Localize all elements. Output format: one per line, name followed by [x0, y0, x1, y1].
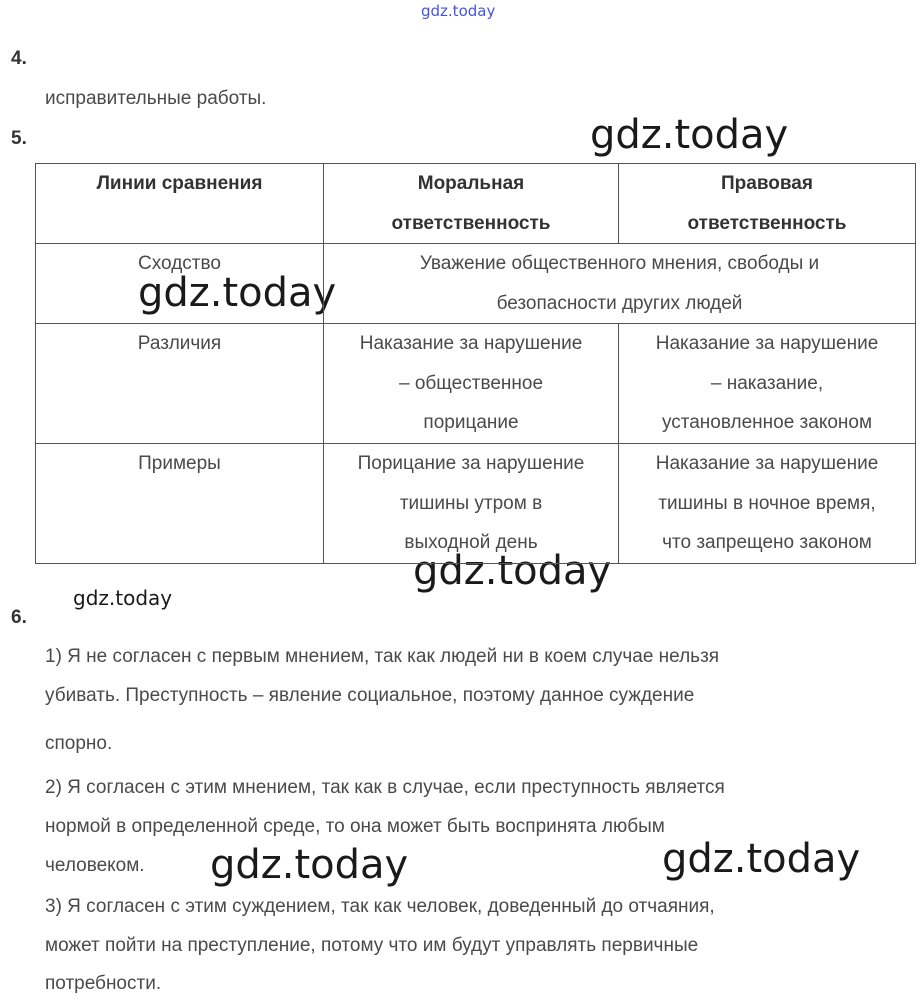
task-6-line: 3) Я согласен с этим суждением, так как человек, доведенный до отчаяния, — [45, 896, 715, 917]
task-6-line: спорно. — [45, 733, 113, 754]
cell-examples-label: Примеры — [36, 444, 324, 564]
header-legal-responsibility: Правовая ответственность — [619, 164, 916, 244]
watermark-small-left: gdz.today — [73, 586, 173, 610]
table-row-similarity — [36, 244, 916, 324]
cell-differences-moral: Наказание за нарушение – общественное порицание — [324, 324, 619, 444]
table-header-row — [36, 164, 916, 244]
cell-examples-moral: Порицание за нарушение тишины утром в выходной день — [324, 444, 619, 564]
task-6-number: 6. — [11, 607, 27, 628]
table-row-examples — [36, 444, 916, 564]
comparison-table — [35, 163, 916, 564]
task-6-line: 2) Я согласен с этим мнением, так как в случае, если преступность является — [45, 777, 725, 798]
cell-similarity-content: Уважение общественного мнения, свободы и безопасности других людей — [324, 244, 916, 324]
watermark-right-upper: gdz.today — [590, 112, 789, 158]
task-5-number: 5. — [11, 128, 27, 149]
task-6-line: нормой в определенной среде, то она может быть воспринята любым — [45, 816, 665, 837]
task-6-line: может пойти на преступление, потому что им будут управлять первичные — [45, 935, 699, 956]
watermark-below-table: gdz.today — [413, 548, 612, 594]
header-comparison-lines: Линии сравнения — [36, 164, 324, 244]
cell-differences-label: Различия — [36, 324, 324, 444]
task-6-line: 1) Я не согласен с первым мнением, так как людей ни в коем случае нельзя — [45, 646, 720, 667]
watermark-top: gdz.today — [421, 2, 496, 20]
task-6-line: убивать. Преступность – явление социальное, поэтому данное суждение — [45, 685, 695, 706]
task-6-line: потребности. — [45, 973, 162, 994]
cell-differences-legal: Наказание за нарушение – наказание, установленное законом — [619, 324, 916, 444]
task-4-answer: исправительные работы. — [45, 88, 267, 109]
watermark-bottom-right: gdz.today — [662, 836, 861, 882]
watermark-bottom-left: gdz.today — [210, 842, 409, 888]
table-row-differences — [36, 324, 916, 444]
task-6-line: человеком. — [45, 855, 145, 876]
header-moral-responsibility: Моральная ответственность — [324, 164, 619, 244]
watermark-left-table: gdz.today — [138, 270, 337, 316]
task-4-number: 4. — [11, 48, 27, 69]
cell-similarity-label: Сходство — [36, 244, 324, 324]
cell-examples-legal: Наказание за нарушение тишины в ночное время, что запрещено законом — [619, 444, 916, 564]
